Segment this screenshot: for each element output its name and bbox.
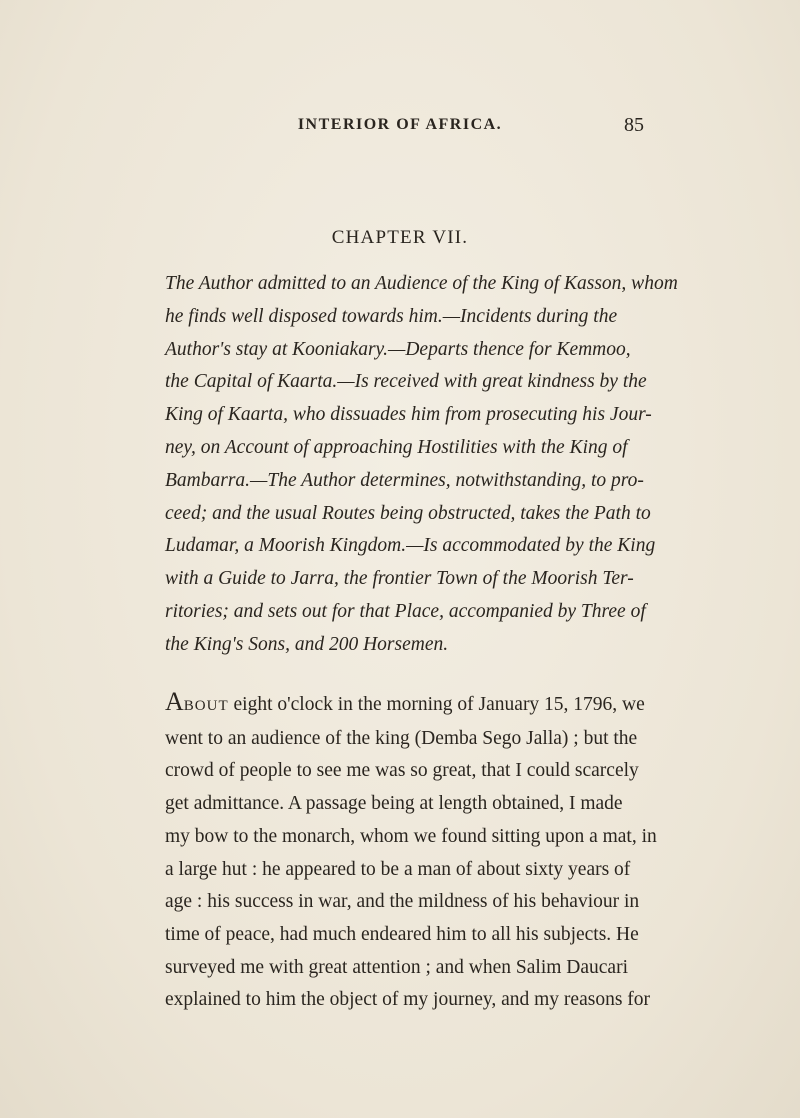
body-line: crowd of people to see me was so great, that I could scarcely [165,760,639,782]
body-line: went to an audience of the king (Demba Sego Jalla) ; but the [165,727,638,749]
body-paragraph [165,686,685,1017]
body-line: time of peace, had much endeared him to all his subjects. He [165,923,639,945]
initial-letter: A [165,687,184,716]
page-number: 85 [624,114,644,136]
summary-line: The Author admitted to an Audience of the King of Kasson, whom [165,273,678,294]
summary-line: Author's stay at Kooniakary.—Departs thence for Kemmoo, [165,338,631,360]
summary-line: the Capital of Kaarta.—Is received with great kindness by the [165,371,647,393]
chapter-heading: CHAPTER VII. [331,227,469,248]
summary-line: with a Guide to Jarra, the frontier Town of the Moorish Ter- [165,568,634,590]
body-line: get admittance. A passage being at length obtained, I made [165,793,623,815]
body-line: surveyed me with great attention ; and when Salim Daucari [165,956,628,978]
summary-line: the King's Sons, and 200 Horsemen. [165,633,449,655]
summary-line: Bambarra.—The Author determines, notwithstanding, to pro- [165,469,644,491]
summary-line: King of Kaarta, who dissuades him from prosecuting his Jour- [165,404,652,426]
summary-line: ceed; and the usual Routes being obstructed, takes the Path to [165,502,651,524]
first-word-smallcaps: BOUT [183,698,229,714]
body-line: age : his success in war, and the mildness of his behaviour in [165,891,640,913]
body-line: my bow to the monarch, whom we found sitting upon a mat, in [165,825,657,847]
chapter-summary [165,268,685,662]
summary-line: ney, on Account of approaching Hostilities with the King of [165,436,628,458]
body-first-line [165,686,685,723]
body-line: a large hut : he appeared to be a man of about sixty years of [165,858,631,880]
running-title: INTERIOR OF AFRICA. [297,116,503,133]
summary-line: ritories; and sets out for that Place, accompanied by Three of [165,600,646,622]
summary-line: Ludamar, a Moorish Kingdom.—Is accommodated by the King [165,535,656,557]
summary-line: he finds well disposed towards him.—Incidents during the [165,305,618,327]
first-line-text: eight o'clock in the morning of January 15, 1796, we [228,694,645,715]
running-head [0,116,800,140]
body-line: explained to him the object of my journey, and my reasons for [165,989,651,1011]
